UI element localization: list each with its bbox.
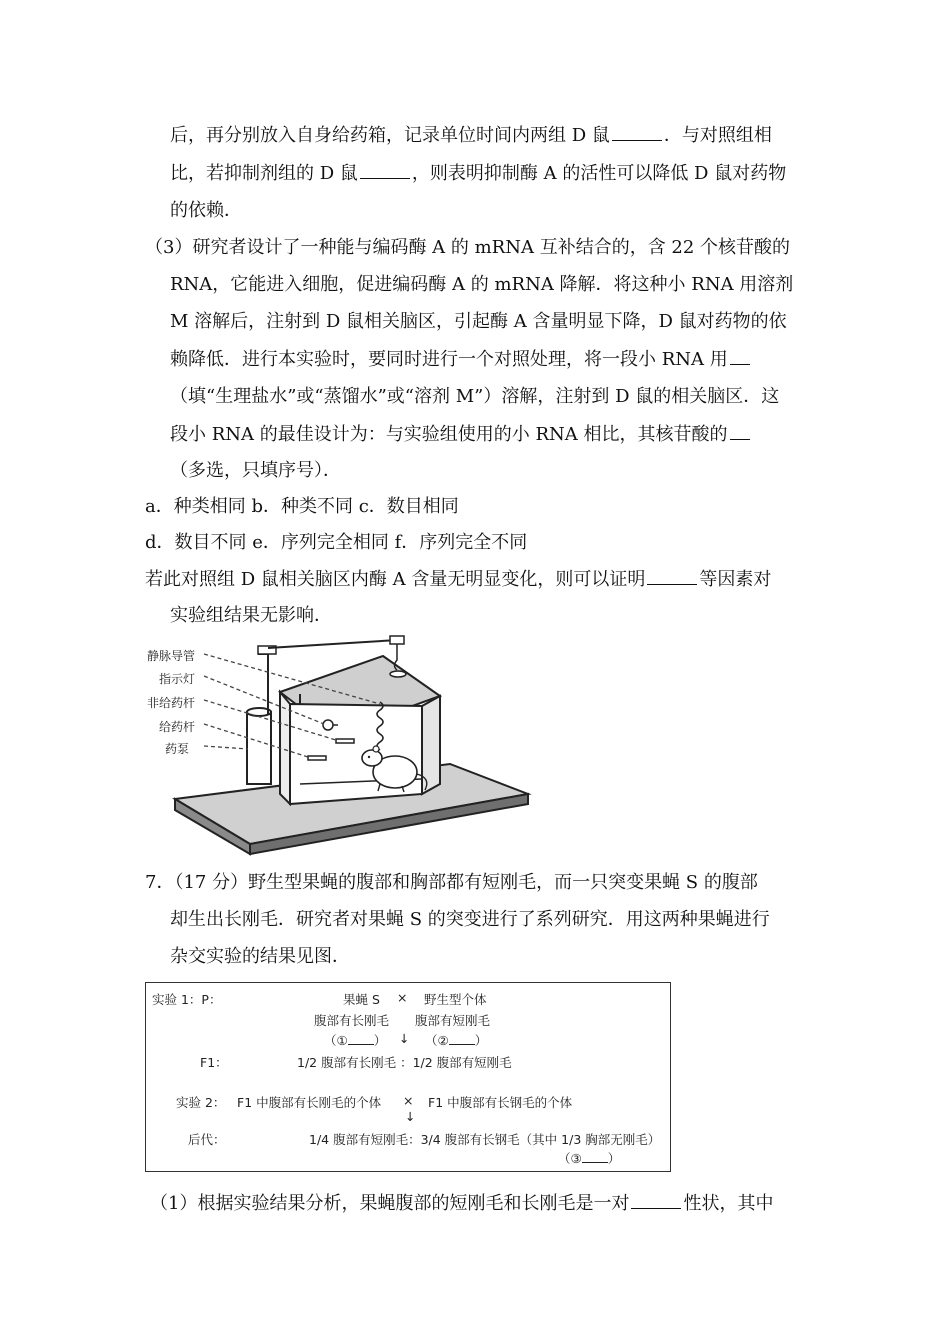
text-line-l8 [170,384,779,410]
text-line-l12 [145,530,527,556]
arrow-1: ↓ [399,1031,410,1046]
p-male: 野生型个体 [424,992,487,1007]
label-indicator-lamp: 指示灯 [159,672,196,686]
text-segment: （1）根据实验结果分析，果蝇腹部的短刚毛和长刚毛是一对 [150,1193,630,1214]
blank-2: （② ） [425,1033,488,1048]
text-segment: （填“生理盐水”或“蒸馏水”或“溶剂 M”）溶解，注射到 D 鼠的相关脑区．这 [170,386,780,407]
text-segment: ，则表明抑制酶 A 的活性可以降低 D 鼠对药物 [411,163,787,184]
text-segment: （多选，只填序号）． [170,460,341,481]
offspring-label: 后代： [188,1132,226,1147]
label-drug-lever: 给药杆 [159,720,196,734]
drug-self-administration-apparatus-figure [140,634,540,856]
answer-blank[interactable] [360,160,410,179]
p-female: 果蝇 S [343,992,380,1007]
text-line-l16 [170,907,770,933]
text-line-l5 [170,272,793,298]
text-segment: M 溶解后，注射到 D 鼠相关脑区，引起酶 A 含量明显下降，D 鼠对药物的依 [170,311,787,332]
offspring-result: 1/4 腹部有短刚毛：3/4 腹部有长钢毛（其中 1/3 胸部无刚毛） [309,1132,661,1147]
text-line-l4 [145,235,790,261]
text-segment: a．种类相同 b．种类不同 c．数目相同 [145,496,459,517]
text-segment: 的依赖． [170,200,242,221]
f1-label: F1： [200,1055,228,1070]
text-line-l7 [170,346,752,373]
text-segment: 杂交实验的结果见图． [170,946,350,967]
text-segment: 实验组结果无影响． [170,605,332,626]
text-line-l17 [170,944,350,970]
label-venous-catheter: 静脉导管 [147,649,196,663]
p-male-trait: 腹部有短刚毛 [415,1013,491,1028]
f1-result: 1/2 腹部有长刚毛 ：1/2 腹部有短刚毛 [297,1055,512,1070]
exp2-parent-1: F1 中腹部有长刚毛的个体 [237,1095,382,1110]
text-segment: 赖降低．进行本实验时，要同时进行一个对照处理，将一段小 RNA 用 [170,349,728,370]
text-segment: 比，若抑制剂组的 D 鼠 [170,163,358,184]
label-non-drug-lever: 非给药杆 [147,696,196,710]
arrow-2: ↓ [405,1109,416,1124]
text-line-l2 [170,160,786,187]
text-segment: 性状，其中 [683,1193,774,1214]
answer-blank[interactable] [612,122,662,141]
text-line-l13 [145,566,771,593]
text-segment: 7．（17 分）野生型果蝇的腹部和胸部都有短刚毛，而一只突变果蝇 S 的腹部 [145,872,758,893]
exp2-parent-2: F1 中腹部有长钢毛的个体 [428,1095,573,1110]
cross-symbol-2: × [403,1093,414,1108]
text-line-l14 [170,603,332,629]
indicator-lamp [323,720,333,730]
answer-blank[interactable] [631,1190,681,1209]
text-segment: 等因素对 [699,569,772,590]
text-segment: 若此对照组 D 鼠相关脑区内酶 A 含量无明显变化，则可以证明 [145,569,646,590]
text-line-l11 [145,494,459,520]
drug-pump [247,712,271,784]
text-line-l6 [170,309,787,335]
text-line-l1 [170,122,772,149]
non-drug-lever [336,739,354,743]
text-segment: ．与对照组相 [663,125,772,146]
exp1-label: 实验 1：P： [152,992,222,1007]
text-segment: （3）研究者设计了一种能与编码酶 A 的 mRNA 互补结合的，含 22 个核苷酸的 [145,237,791,258]
label-drug-pump: 药泵 [165,742,190,756]
blank-3: （③ ） [558,1151,621,1166]
text-line-l18 [150,1190,773,1217]
text-line-l3 [170,198,242,224]
drug-lever [308,756,326,760]
text-segment: RNA，它能进入细胞，促进编码酶 A 的 mRNA 降解．将这种小 RNA 用溶剂 [170,274,794,295]
text-segment: 却生出长刚毛．研究者对果蝇 S 的突变进行了系列研究．用这两种果蝇进行 [170,909,770,930]
box-right-wall [422,696,440,794]
text-segment: 段小 RNA 的最佳设计为：与实验组使用的小 RNA 相比，其核苷酸的 [170,424,728,445]
text-segment: d．数目不同 e．序列完全相同 f．序列完全不同 [145,532,528,553]
p-female-trait: 腹部有长刚毛 [314,1013,390,1028]
blank-1: （① ） [324,1033,387,1048]
cross-symbol-1: × [397,990,408,1005]
text-line-l15 [145,870,758,896]
exp2-label: 实验 2： [176,1095,226,1110]
answer-blank[interactable] [730,421,750,440]
text-line-l9 [170,421,752,448]
text-segment: 后，再分别放入自身给药箱，记录单位时间内两组 D 鼠 [170,125,610,146]
text-line-l10 [170,458,341,484]
answer-blank[interactable] [730,346,750,365]
answer-blank[interactable] [647,566,697,585]
